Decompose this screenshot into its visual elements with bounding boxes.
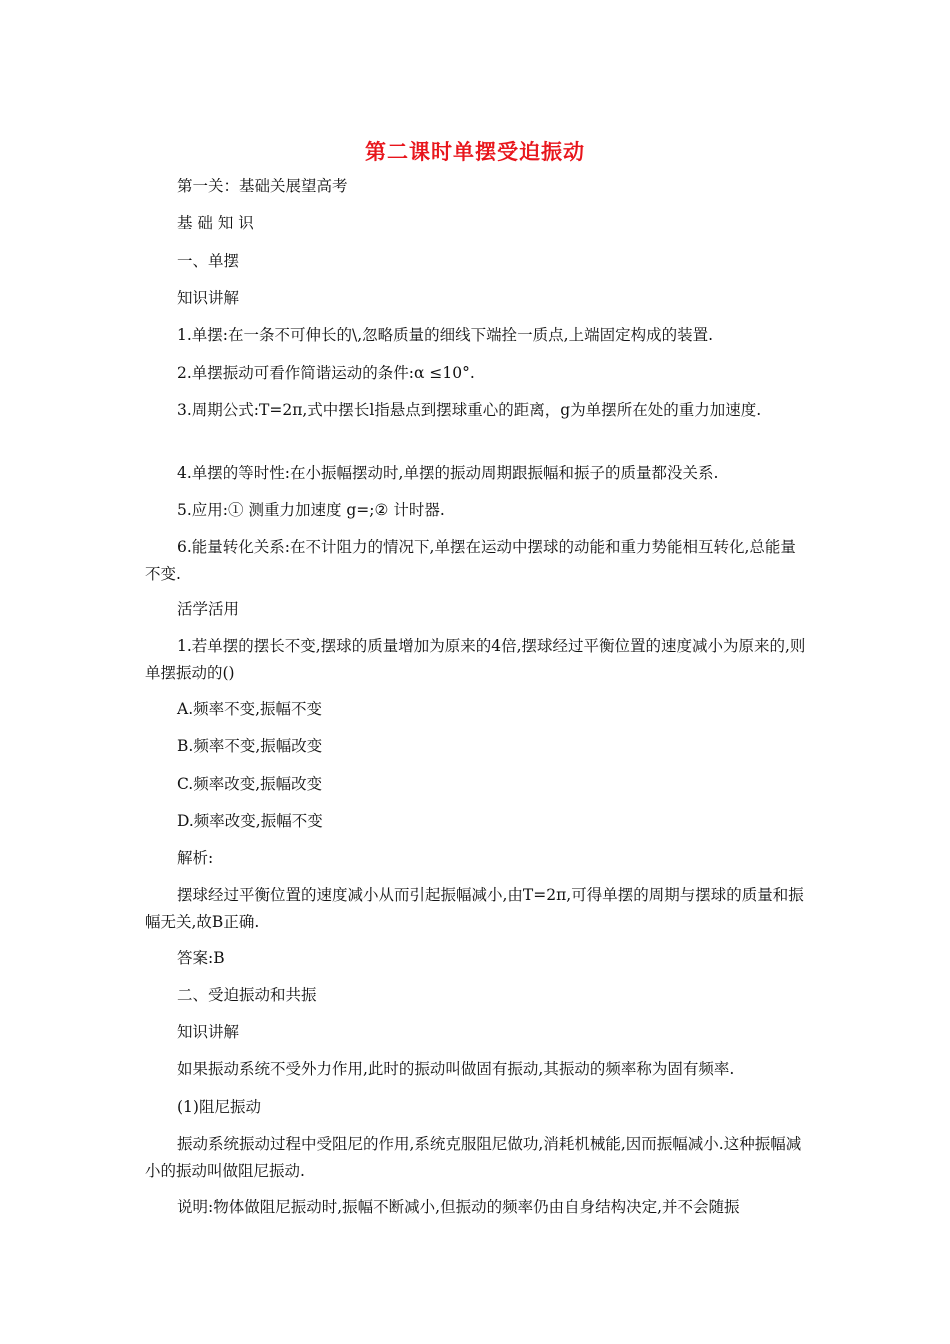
paragraph: 如果振动系统不受外力作用,此时的振动叫做固有振动,其振动的频率称为固有频率. — [177, 1060, 735, 1078]
subheading: 知识讲解 — [177, 289, 240, 307]
option-a: A.频率不变,振幅不变 — [177, 700, 323, 718]
paragraph: 1.单摆:在一条不可伸长的\,忽略质量的细线下端拴一质点,上端固定构成的装置. — [177, 326, 714, 344]
paragraph: 5.应用:① 测重力加速度 g=;② 计时器. — [177, 501, 445, 519]
question: 1.若单摆的摆长不变,摆球的质量增加为原来的4倍,摆球经过平衡位置的速度减小为原来的,则单摆振动的() — [145, 637, 806, 682]
paragraph: 2.单摆振动可看作简谐运动的条件:α ≤10°. — [177, 364, 475, 382]
paragraph: 4.单摆的等时性:在小振幅摆动时,单摆的振动周期跟振幅和振子的质量都没关系. — [177, 464, 719, 482]
paragraph: 振动系统振动过程中受阻尼的作用,系统克服阻尼做功,消耗机械能,因而振幅减小.这种振幅减小的振动叫做阻尼振动. — [145, 1135, 802, 1180]
subheading: 基 础 知 识 — [177, 214, 254, 232]
paragraph: 6.能量转化关系:在不计阻力的情况下,单摆在运动中摆球的动能和重力势能相互转化,总能量不变. — [145, 538, 796, 583]
subheading: 活学活用 — [177, 600, 240, 618]
subheading: (1)阻尼振动 — [177, 1098, 261, 1116]
section-heading: 一、单摆 — [177, 252, 240, 270]
subheading: 知识讲解 — [177, 1023, 240, 1041]
answer: 答案:B — [177, 949, 225, 967]
section-heading: 二、受迫振动和共振 — [177, 986, 317, 1004]
paragraph: 说明:物体做阻尼振动时,振幅不断减小,但振动的频率仍由自身结构决定,并不会随振 — [177, 1198, 740, 1216]
option-c: C.频率改变,振幅改变 — [177, 775, 323, 793]
option-b: B.频率不变,振幅改变 — [177, 737, 323, 755]
document-title: 第二课时单摆受迫振动 — [365, 139, 585, 164]
section-heading: 第一关：基础关展望高考 — [177, 177, 348, 195]
subheading: 解析: — [177, 849, 214, 867]
paragraph: 摆球经过平衡位置的速度减小从而引起振幅减小,由T=2π,可得单摆的周期与摆球的质量和振幅无关,故B正确. — [145, 886, 804, 931]
option-d: D.频率改变,振幅不变 — [177, 812, 323, 830]
paragraph: 3.周期公式:T=2π,式中摆长l指悬点到摆球重心的距离，g为单摆所在处的重力加速度. — [177, 401, 762, 419]
